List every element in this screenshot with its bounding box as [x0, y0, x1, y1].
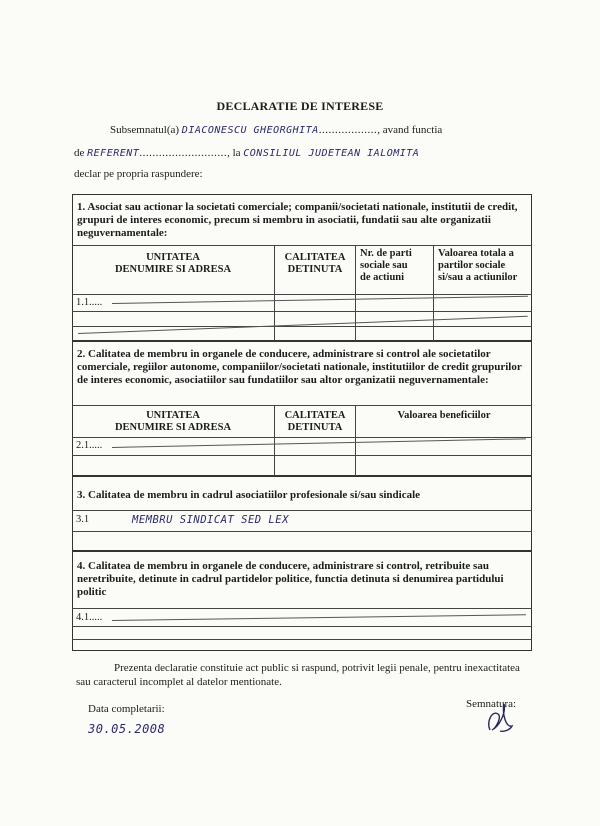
s1-col-calitatea: CALITATEA DETINUTA [284, 252, 346, 275]
declar-line: declar pe propria raspundere: [74, 168, 203, 180]
s2-row-1: 2.1..... [76, 440, 103, 451]
s3-row-num: 3.1 [76, 514, 90, 525]
s1-col-valoarea: Valoarea totala a partilor sociale si/sau a actiunilor [438, 248, 518, 283]
divider [72, 405, 532, 406]
document-title: DECLARATIE DE INTERESE [216, 99, 384, 113]
divider [72, 639, 532, 640]
divider [72, 626, 532, 627]
section-4-heading: 4. Calitatea de membru in organele de conducere, administrare si control, retribuite sau neretribuite, detinute in cadrul partidelor politice, functia detinuta si denumirea partidului politic [77, 560, 504, 598]
section-2-heading: 2. Calitatea de membru in organele de conducere, administrare si control ale societatilor comerciale, regiilor autonome, companiilor/societati nationale, institutiilor de credit grupurilor de interes economic, asociatiilor sau fundatiilor sau altor organizatii neguvernamentale: [77, 348, 522, 386]
date-value: 30.05.2008 [88, 722, 166, 736]
s1-col-unitatea: UNITATEA DENUMIRE SI ADRESA [114, 252, 232, 275]
section-1-heading: 1. Asociat sau actionar la societati comerciale; companii/societati nationale, institutii de credit, grupuri de interes economic, precum si membru in asociatii, fundatii sau alte organizatii neguvernamentale: [77, 201, 518, 239]
divider [274, 405, 275, 476]
declarant-name: DIACONESCU GHEORGHITA [181, 125, 319, 136]
divider [72, 608, 532, 609]
divider [72, 245, 532, 246]
avand-functia-label: , avand functia [377, 124, 443, 136]
divider [72, 437, 532, 438]
s3-row-value: MEMBRU SINDICAT SED LEX [132, 514, 289, 526]
declarant-institution: CONSILIUL JUDETEAN IALOMITA [243, 148, 420, 159]
subsemnatul-label: Subsemnatul(a) [110, 124, 180, 136]
intro-line-1 [110, 124, 442, 136]
de-label: de [74, 147, 85, 159]
s2-col-valoarea: Valoarea beneficiilor [397, 410, 491, 421]
legal-statement: Prezenta declaratie constituie act public si raspund, potrivit legii penale, pentru inexactitatea sau caracterul incomplet al datelor mentionate. [76, 662, 520, 688]
divider [72, 455, 532, 456]
s2-col-unitatea: UNITATEA DENUMIRE SI ADRESA [114, 410, 232, 433]
s2-col-calitatea: CALITATEA DETINUTA [284, 410, 346, 433]
declarant-function: REFERENT [87, 148, 140, 159]
divider [72, 510, 532, 511]
intro-line-2 [74, 147, 419, 159]
divider [72, 531, 532, 532]
la-label: , la [227, 147, 241, 159]
function-dots: ........................... [139, 147, 228, 159]
s1-col-nr-parti: Nr. de parti sociale sau de actiuni [360, 248, 412, 283]
date-label: Data completarii: [88, 703, 165, 715]
s4-row-1: 4.1..... [76, 612, 103, 623]
section-3-heading: 3. Calitatea de membru in cadrul asociatiilor profesionale si/sau sindicale [77, 489, 421, 501]
divider [72, 311, 532, 312]
handwritten-signature [480, 700, 520, 738]
name-dots: .................. [318, 124, 378, 136]
divider [72, 294, 532, 295]
signature-label: Semnatura: [466, 698, 517, 710]
divider [355, 405, 356, 476]
divider [72, 326, 532, 327]
s1-row-1: 1.1..... [76, 297, 103, 308]
